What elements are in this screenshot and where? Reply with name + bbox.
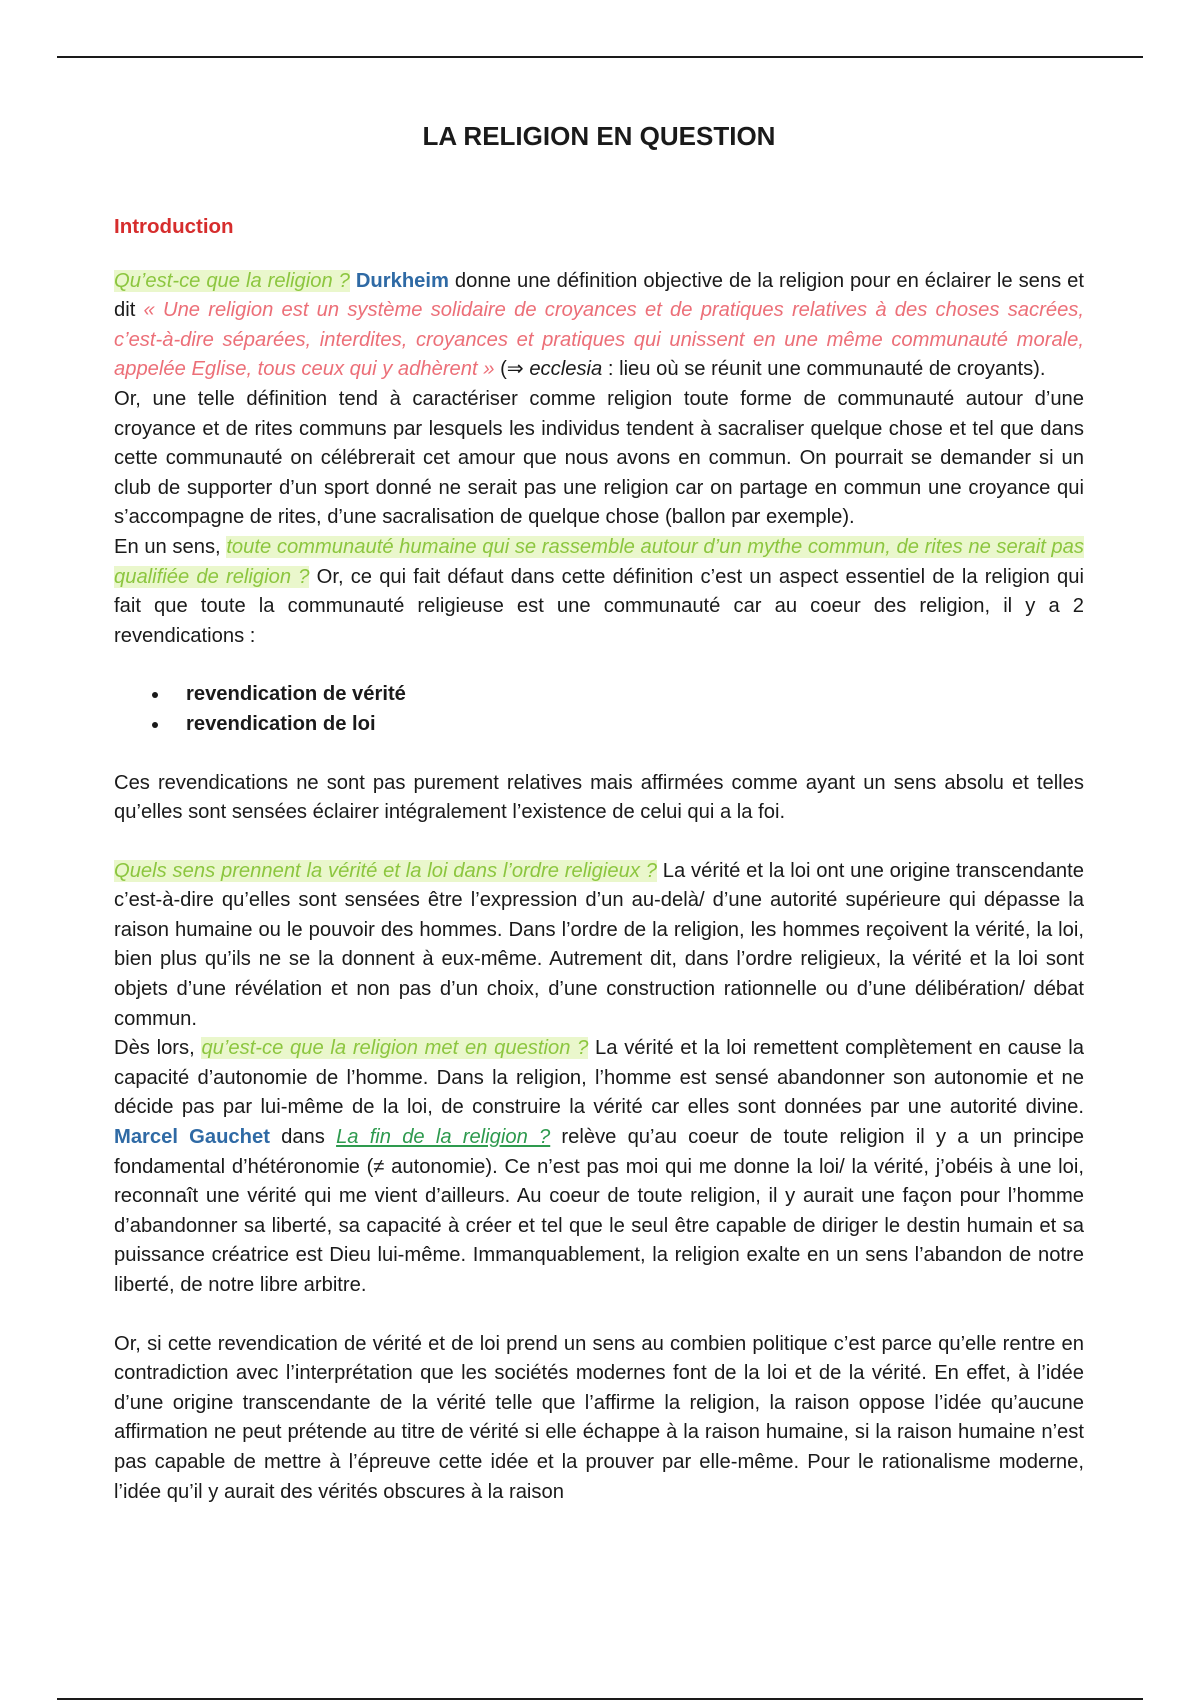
highlighted-question: Qu’est-ce que la religion ? (114, 269, 350, 292)
claims-list (114, 680, 1084, 739)
paragraph-text: Or, ce qui fait défaut dans cette définition c’est un aspect essentiel de la religion qui fait que toute la communauté religieuse est une communauté car au coeur des religion, il y a 2 revendications : (114, 565, 1085, 647)
highlighted-question: qu’est-ce que la religion met en question ? (201, 1037, 589, 1060)
paragraph-5 (114, 857, 1084, 1035)
book-title: La fin de la religion ? (336, 1126, 551, 1149)
highlighted-question: toute communauté humaine qui se rassemble autour d’un mythe commun, de rites ne serait pas qualifiée de religion ? (114, 535, 1084, 588)
paragraph-3 (114, 533, 1084, 651)
paragraph-text: Dès lors, (114, 1037, 202, 1060)
paragraph-text: En un sens, (114, 535, 227, 558)
highlighted-question: Quels sens prennent la vérité et la loi dans l’ordre religieux ? (114, 859, 657, 882)
paragraph-7: Or, si cette revendication de vérité et de loi prend un sens au combien politique c’est parce qu’elle rentre en contradiction avec l’interprétation que les sociétés modernes font de la loi et de la vérité. En effet, à l’idée d’une origine transcendante de la vérité telle que l’affirme la religion, la raison oppose l’idée qu’aucune affirmation ne peut prétende au titre de vérité si elle échappe à la raison humaine, si la raison humaine n’est pas capable de mettre à l’épreuve cette idée et la prouver par elle-même. Pour le rationalisme moderne, l’idée qu’il y aurait des vérités obscures à la raison (114, 1332, 1084, 1503)
paragraph-text: La vérité et la loi ont une origine transcendante c’est-à-dire qu’elles sont sensées être l’expression d’un au-delà/ d’une autorité supérieure qui dépasse la raison humaine ou le pouvoir des hommes. Dans l’ordre de la religion, les hommes reçoivent la vérité, la loi, bien plus qu’ils ne se la donnent à eux-même. Autrement dit, dans l’ordre religieux, la vérité et la loi sont objets d’une révélation et non pas d’un choix, d’une construction rationnelle ou d’une délibération/ débat commun. (114, 859, 1084, 1030)
paragraph-4: Ces revendications ne sont pas purement relatives mais affirmées comme ayant un sens absolu et telles qu’elles sont sensées éclairer intégralement l’existence de celui qui a la foi. (114, 771, 1084, 824)
paragraph-2: Or, une telle définition tend à caractériser comme religion toute forme de communauté autour d’une croyance et de rites communs par lesquels les individus tendent à sacraliser quelque chose et tel que dans cette communauté on célébrerait cet amour que nous avons en commun. On pourrait se demander si un club de supporter d’un sport donné ne serait pas une religion car on partage en commun une croyance qui s’accompagne de rites, d’une sacralisation de quelque chose (ballon par exemple). (114, 387, 1084, 529)
list-item: revendication de loi (186, 710, 1084, 740)
paragraph-text: (⇒ (494, 358, 530, 381)
list-item: revendication de vérité (186, 680, 1084, 710)
paragraph-text: La vérité et la loi remettent complètement en cause la capacité d’autonomie de l’homme. Dans la religion, l’homme est sensé abandonner son autonomie et ne décide pas par lui-même de la loi, de construire la vérité car elles sont données par une autorité divine. (114, 1037, 1084, 1119)
document-title: LA RELIGION EN QUESTION (422, 121, 776, 151)
paragraph-1 (114, 267, 1084, 385)
quotation: « Une religion est un système solidaire de croyances et de pratiques relatives à des choses sacrées, c’est-à-dire séparées, interdites, croyances et pratiques qui unissent en une même communauté morale, appelée Eglise, tous ceux qui y adhèrent » (114, 299, 1084, 381)
latin-term: ecclesia (529, 358, 603, 381)
paragraph-text: : lieu où se réunit une communauté de croyants). (602, 358, 1046, 381)
author-name: Marcel Gauchet (114, 1126, 270, 1149)
document-page (114, 118, 1084, 1507)
paragraph-6 (114, 1034, 1084, 1300)
author-name: Durkheim (355, 269, 449, 292)
paragraph-text: donne une définition objective de la religion pour en éclairer le sens et dit (114, 269, 1084, 322)
paragraph-text: relève qu’au coeur de toute religion il y a un principe fondamental d’hétéronomie (≠ autonomie). Ce n’est pas moi qui me donne la loi/ la vérité, j’obéis à une loi, reconnaît une vérité qui me vient d’ailleurs. Au coeur de toute religion, il y aurait une façon pour l’homme d’abandonner sa liberté, sa capacité à créer et tel que le seul être capable de diriger le destin humain et sa puissance créatrice est Dieu lui-même. Immanquablement, la religion exalte en un sens l’abandon de notre liberté, de notre libre arbitre. (114, 1126, 1084, 1296)
paragraph-text: dans (269, 1126, 337, 1149)
section-heading: Introduction (114, 215, 234, 238)
top-rule (57, 56, 1143, 58)
